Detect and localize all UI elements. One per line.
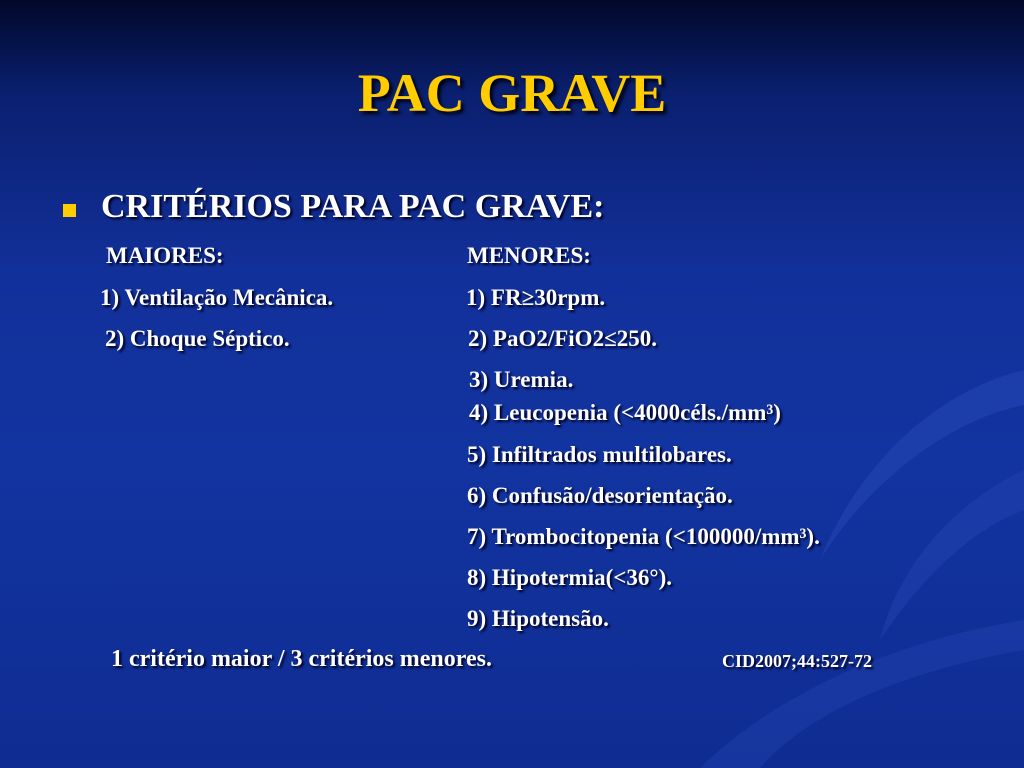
minor-item: 7) Trombocitopenia (<100000/mm³).	[467, 524, 820, 549]
minor-item: 4) Leucopenia (<4000céls./mm³)	[469, 400, 781, 425]
major-label: MAIORES:	[106, 243, 224, 268]
minor-item: 3) Uremia.	[469, 367, 574, 392]
minor-item: 2) PaO2/FiO2≤250.	[468, 326, 657, 351]
reference-citation: CID2007;44:527-72	[722, 651, 872, 671]
major-item: 2) Choque Séptico.	[105, 326, 290, 351]
minor-item: 9) Hipotensão.	[467, 606, 609, 631]
major-item: 1) Ventilação Mecânica.	[100, 285, 334, 310]
bullet-square-icon	[63, 204, 76, 217]
summary-text: 1 critério maior / 3 critérios menores.	[111, 646, 492, 672]
minor-item: 6) Confusão/desorientação.	[467, 483, 733, 508]
minor-label: MENORES:	[467, 243, 591, 268]
minor-item: 5) Infiltrados multilobares.	[467, 442, 732, 467]
minor-item: 1) FR≥30rpm.	[466, 285, 606, 310]
minor-item: 8) Hipotermia(<36°).	[467, 565, 672, 590]
criteria-heading: CRITÉRIOS PARA PAC GRAVE:	[101, 188, 605, 225]
slide-title: PAC GRAVE	[357, 63, 667, 123]
